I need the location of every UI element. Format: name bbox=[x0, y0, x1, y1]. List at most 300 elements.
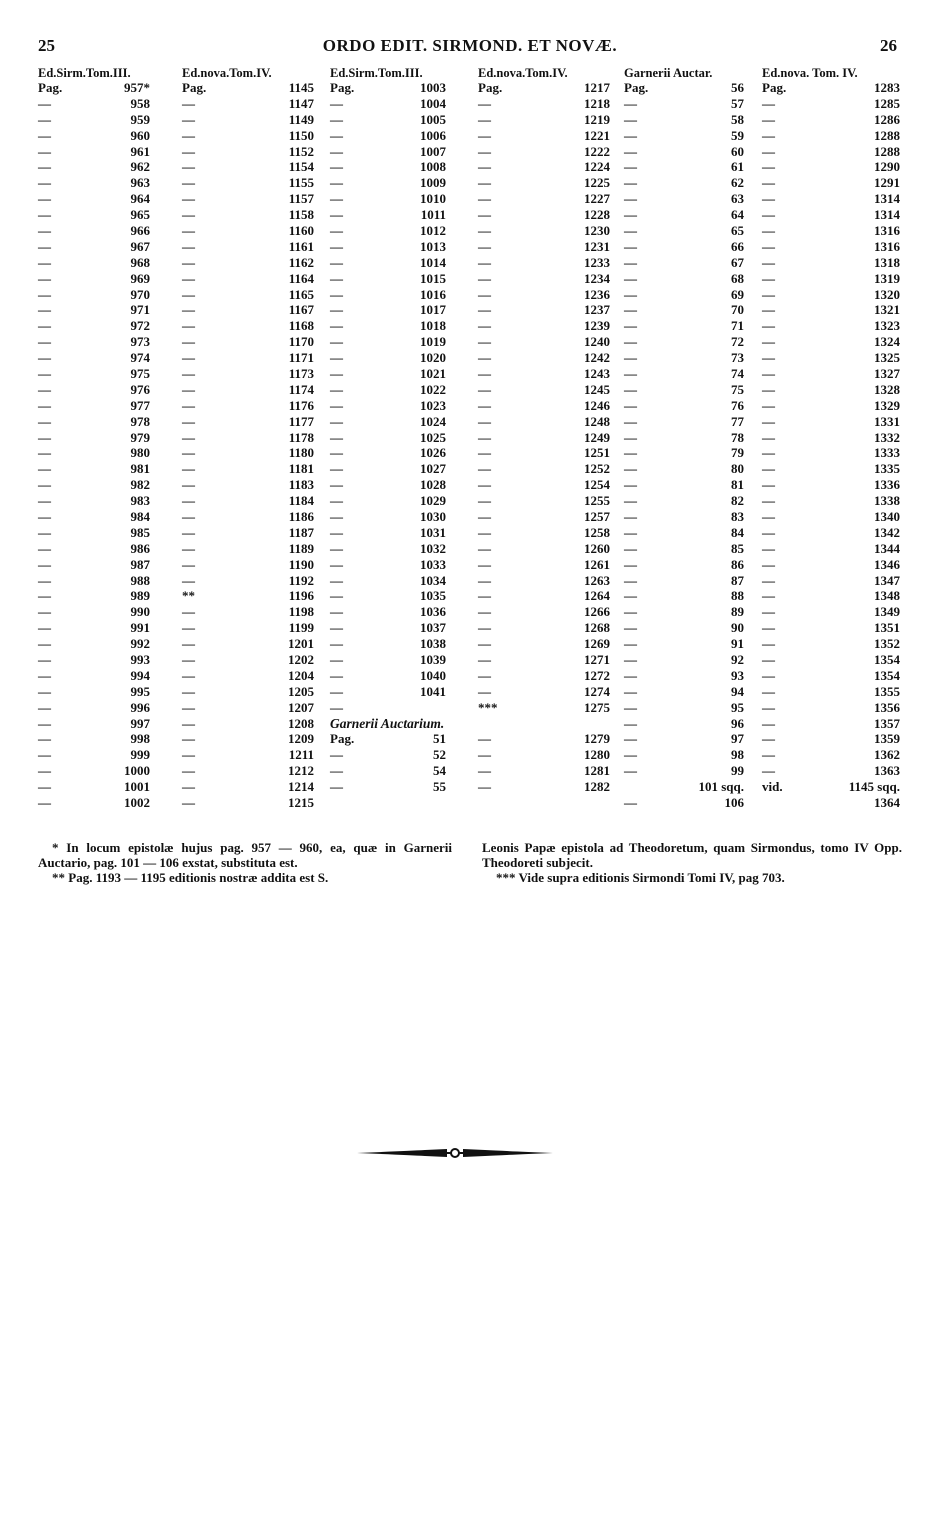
section-title: Garnerii Auctarium. bbox=[330, 715, 445, 731]
table-row bbox=[182, 414, 314, 430]
ditto-mark: — bbox=[182, 699, 195, 715]
table-row bbox=[478, 207, 610, 223]
ditto-mark: — bbox=[478, 779, 491, 795]
page-value: 1215 bbox=[288, 795, 314, 811]
page-value: 1204 bbox=[288, 667, 314, 683]
table-row bbox=[38, 239, 150, 255]
page-value: 1231 bbox=[584, 238, 610, 254]
page-value: 1162 bbox=[288, 254, 314, 270]
page-value: 1323 bbox=[874, 318, 900, 334]
ditto-mark: — bbox=[182, 715, 195, 731]
ditto-mark: — bbox=[182, 636, 195, 652]
page-value: 1329 bbox=[874, 397, 900, 413]
column-nova-tom4-c bbox=[762, 66, 900, 811]
ditto-mark: — bbox=[182, 683, 195, 699]
ditto-mark: — bbox=[38, 493, 51, 509]
page-value: 1190 bbox=[288, 556, 314, 572]
page-value: 962 bbox=[130, 159, 150, 175]
page-value: 975 bbox=[130, 365, 150, 381]
page-value: 1007 bbox=[420, 143, 446, 159]
table-row bbox=[624, 191, 744, 207]
table-row bbox=[762, 128, 900, 144]
ditto-mark: — bbox=[330, 350, 343, 366]
ditto-mark: — bbox=[624, 667, 637, 683]
table-row bbox=[624, 382, 744, 398]
page-value: 1314 bbox=[874, 207, 900, 223]
table-row bbox=[182, 525, 314, 541]
ditto-mark: — bbox=[330, 397, 343, 413]
ditto-mark: Pag. bbox=[762, 79, 787, 95]
table-row bbox=[38, 398, 150, 414]
ditto-mark: ** bbox=[182, 588, 195, 604]
ditto-mark: — bbox=[38, 365, 51, 381]
page-value: 1342 bbox=[874, 524, 900, 540]
ditto-mark: — bbox=[182, 445, 195, 461]
page-value: 1160 bbox=[288, 222, 314, 238]
ditto-mark: — bbox=[182, 779, 195, 795]
page-value: 1208 bbox=[288, 715, 314, 731]
ditto-mark: — bbox=[762, 572, 775, 588]
ditto-mark: — bbox=[762, 159, 775, 175]
ditto-mark: — bbox=[38, 540, 51, 556]
table-row bbox=[330, 684, 446, 700]
ditto-mark: — bbox=[478, 667, 491, 683]
page-value: 978 bbox=[130, 413, 150, 429]
ditto-mark: — bbox=[624, 95, 637, 111]
page-value: 1189 bbox=[288, 540, 314, 556]
page-value: 1347 bbox=[874, 572, 900, 588]
table-row bbox=[38, 112, 150, 128]
table-row bbox=[330, 573, 446, 589]
page-value: 1359 bbox=[874, 731, 900, 747]
page-value: 93 bbox=[731, 667, 744, 683]
table-row bbox=[38, 445, 150, 461]
ditto-mark: — bbox=[330, 445, 343, 461]
page-value: 1336 bbox=[874, 477, 900, 493]
ditto-mark: — bbox=[478, 493, 491, 509]
page-value: 1285 bbox=[874, 95, 900, 111]
table-row bbox=[624, 96, 744, 112]
table-row bbox=[478, 382, 610, 398]
ditto-mark: — bbox=[762, 667, 775, 683]
ditto-mark: — bbox=[624, 604, 637, 620]
page-value: 54 bbox=[433, 763, 446, 779]
page-value: 1354 bbox=[874, 667, 900, 683]
table-row bbox=[38, 589, 150, 605]
ditto-mark: — bbox=[762, 350, 775, 366]
table-row bbox=[182, 398, 314, 414]
page-value: 55 bbox=[433, 779, 446, 795]
ditto-mark: — bbox=[330, 365, 343, 381]
ditto-mark: — bbox=[478, 302, 491, 318]
table-row bbox=[182, 175, 314, 191]
ditto-mark: — bbox=[330, 477, 343, 493]
page-value: 1016 bbox=[420, 286, 446, 302]
table-row bbox=[38, 541, 150, 557]
ditto-mark: — bbox=[182, 334, 195, 350]
footnote: * In locum epistolæ hujus pag. 957 — 960, ea, quæ in Garnerii Auctario, pag. 101 — 106 exstat, substituta est. bbox=[38, 840, 452, 870]
page-value: 1335 bbox=[874, 461, 900, 477]
page-value: 997 bbox=[130, 715, 150, 731]
ditto-mark: — bbox=[624, 509, 637, 524]
table-row bbox=[38, 334, 150, 350]
page-value: 1279 bbox=[584, 731, 610, 747]
ditto-mark: — bbox=[478, 429, 491, 445]
table-row bbox=[330, 334, 446, 350]
table-row bbox=[478, 589, 610, 605]
page-value: 1039 bbox=[420, 652, 446, 668]
table-row bbox=[478, 414, 610, 430]
ditto-mark: — bbox=[762, 334, 775, 350]
table-row bbox=[478, 541, 610, 557]
table-row bbox=[624, 509, 744, 525]
page-value: 97 bbox=[731, 731, 744, 747]
table-row bbox=[182, 779, 314, 795]
table-row bbox=[624, 80, 744, 96]
table-row bbox=[624, 763, 744, 779]
table-row bbox=[624, 334, 744, 350]
ditto-mark: — bbox=[478, 334, 491, 350]
page-value: 83 bbox=[731, 509, 744, 524]
page-value: 1280 bbox=[584, 747, 610, 763]
table-row bbox=[330, 493, 446, 509]
table-row bbox=[624, 573, 744, 589]
page-value: 1252 bbox=[584, 461, 610, 477]
ditto-mark: — bbox=[330, 111, 343, 127]
table-row bbox=[330, 112, 446, 128]
table-row bbox=[330, 652, 446, 668]
page-value: 1221 bbox=[584, 127, 610, 143]
ditto-mark: — bbox=[624, 572, 637, 588]
page-value: 1181 bbox=[288, 461, 314, 477]
table-row bbox=[624, 684, 744, 700]
ditto-mark: — bbox=[762, 509, 775, 524]
ditto-mark: — bbox=[624, 350, 637, 366]
ditto-mark: — bbox=[182, 159, 195, 175]
page-value: 1352 bbox=[874, 636, 900, 652]
page-value: 1288 bbox=[874, 143, 900, 159]
ditto-mark: — bbox=[38, 207, 51, 223]
page-value: 1364 bbox=[874, 795, 900, 811]
table-row bbox=[182, 445, 314, 461]
table-row bbox=[762, 334, 900, 350]
page-value: 1325 bbox=[874, 350, 900, 366]
ditto-mark: — bbox=[38, 699, 51, 715]
table-row bbox=[330, 557, 446, 573]
page-value: 101 sqq. bbox=[698, 779, 744, 795]
ditto-mark: — bbox=[478, 397, 491, 413]
table-row bbox=[478, 763, 610, 779]
page-value: 1356 bbox=[874, 699, 900, 715]
ditto-mark: — bbox=[330, 318, 343, 334]
page-value: 82 bbox=[731, 493, 744, 509]
table-row bbox=[182, 620, 314, 636]
page-value: 70 bbox=[731, 302, 744, 318]
ditto-mark: — bbox=[38, 286, 51, 302]
ditto-mark: — bbox=[38, 795, 51, 811]
footnotes-left bbox=[38, 840, 452, 885]
ditto-mark: — bbox=[624, 540, 637, 556]
ditto-mark: — bbox=[478, 413, 491, 429]
page-value: 1275 bbox=[584, 699, 610, 715]
table-row bbox=[330, 223, 446, 239]
page-value: 989 bbox=[130, 588, 150, 604]
table-row bbox=[182, 287, 314, 303]
table-row bbox=[478, 652, 610, 668]
ditto-mark: — bbox=[624, 175, 637, 191]
table-row bbox=[182, 493, 314, 509]
ditto-mark: — bbox=[182, 652, 195, 668]
page-value: 1240 bbox=[584, 334, 610, 350]
ditto-mark: — bbox=[330, 270, 343, 286]
table-row bbox=[330, 541, 446, 557]
table-row bbox=[330, 620, 446, 636]
table-row bbox=[478, 732, 610, 748]
table-row bbox=[182, 191, 314, 207]
page-value: 985 bbox=[130, 524, 150, 540]
page-value: 1269 bbox=[584, 636, 610, 652]
page-value: 1025 bbox=[420, 429, 446, 445]
table-row bbox=[478, 271, 610, 287]
table-row bbox=[330, 509, 446, 525]
ditto-mark: — bbox=[762, 302, 775, 318]
page-value: 969 bbox=[130, 270, 150, 286]
page-value: 67 bbox=[731, 254, 744, 270]
table-row bbox=[762, 255, 900, 271]
table-row bbox=[330, 287, 446, 303]
page-value: 968 bbox=[130, 254, 150, 270]
page-value: 63 bbox=[731, 191, 744, 207]
table-row bbox=[38, 382, 150, 398]
page-value: 1036 bbox=[420, 604, 446, 620]
page-value: 79 bbox=[731, 445, 744, 461]
table-row bbox=[330, 318, 446, 334]
ditto-mark: — bbox=[182, 381, 195, 397]
table-row bbox=[38, 716, 150, 732]
ditto-mark: — bbox=[762, 540, 775, 556]
page-number-left: 25 bbox=[38, 36, 55, 55]
ditto-mark: — bbox=[624, 493, 637, 509]
ditto-mark: — bbox=[182, 286, 195, 302]
page-value: 1013 bbox=[420, 238, 446, 254]
ditto-mark: — bbox=[38, 461, 51, 477]
table-row bbox=[762, 144, 900, 160]
page-value: 1332 bbox=[874, 429, 900, 445]
page-value: 1147 bbox=[288, 95, 314, 111]
table-row bbox=[330, 144, 446, 160]
column-nova-tom4-a bbox=[182, 66, 314, 811]
ditto-mark: — bbox=[38, 222, 51, 238]
ditto-mark: — bbox=[624, 763, 637, 779]
ditto-mark: — bbox=[762, 429, 775, 445]
table-row bbox=[330, 668, 446, 684]
ditto-mark: — bbox=[182, 763, 195, 779]
table-row bbox=[762, 287, 900, 303]
table-row bbox=[330, 700, 446, 716]
table-row bbox=[762, 573, 900, 589]
page-value: 1037 bbox=[420, 620, 446, 636]
page-value: 1286 bbox=[874, 111, 900, 127]
page-value: 1291 bbox=[874, 175, 900, 191]
table-row bbox=[478, 96, 610, 112]
table-row bbox=[762, 652, 900, 668]
page-value: 1348 bbox=[874, 588, 900, 604]
page-value: 1354 bbox=[874, 652, 900, 668]
page-value: 75 bbox=[731, 381, 744, 397]
table-row bbox=[762, 207, 900, 223]
page-value: 973 bbox=[130, 334, 150, 350]
page-value: 1017 bbox=[420, 302, 446, 318]
ditto-mark: — bbox=[38, 572, 51, 588]
ditto-mark: — bbox=[478, 191, 491, 207]
ditto-mark: — bbox=[38, 397, 51, 413]
page-value: 1257 bbox=[584, 509, 610, 524]
ditto-mark: — bbox=[38, 445, 51, 461]
table-row bbox=[182, 461, 314, 477]
ditto-mark: — bbox=[478, 477, 491, 493]
ditto-mark: — bbox=[478, 365, 491, 381]
page-value: 1023 bbox=[420, 397, 446, 413]
ditto-mark: — bbox=[38, 318, 51, 334]
table-row bbox=[182, 732, 314, 748]
ditto-mark: — bbox=[330, 334, 343, 350]
page-value: 1346 bbox=[874, 556, 900, 572]
table-row bbox=[762, 398, 900, 414]
table-row bbox=[182, 159, 314, 175]
table-row bbox=[624, 318, 744, 334]
ornament-rule-icon bbox=[355, 1145, 555, 1161]
table-row bbox=[182, 589, 314, 605]
page-value: 60 bbox=[731, 143, 744, 159]
page-value: 998 bbox=[130, 731, 150, 747]
table-row bbox=[38, 128, 150, 144]
page-value: 90 bbox=[731, 620, 744, 636]
ditto-mark: — bbox=[38, 429, 51, 445]
page-value: 81 bbox=[731, 477, 744, 493]
table-row bbox=[38, 223, 150, 239]
ditto-mark: — bbox=[762, 604, 775, 620]
table-row bbox=[478, 636, 610, 652]
ditto-mark: — bbox=[330, 143, 343, 159]
page-value: 1145 sqq. bbox=[848, 779, 900, 795]
table-row bbox=[38, 604, 150, 620]
ditto-mark: — bbox=[762, 207, 775, 223]
page-value: 89 bbox=[731, 604, 744, 620]
table-row bbox=[478, 128, 610, 144]
ditto-mark: — bbox=[624, 636, 637, 652]
page-value: 977 bbox=[130, 397, 150, 413]
table-row bbox=[624, 144, 744, 160]
table-row bbox=[478, 350, 610, 366]
page-value: 66 bbox=[731, 238, 744, 254]
ditto-mark: — bbox=[762, 143, 775, 159]
table-row bbox=[624, 302, 744, 318]
table-row bbox=[330, 779, 446, 795]
table-row bbox=[762, 716, 900, 732]
table-row bbox=[330, 445, 446, 461]
ditto-mark: — bbox=[330, 763, 343, 779]
table-row bbox=[182, 112, 314, 128]
table-row bbox=[478, 525, 610, 541]
ditto-mark: — bbox=[38, 413, 51, 429]
ditto-mark: — bbox=[330, 95, 343, 111]
ditto-mark: — bbox=[182, 604, 195, 620]
ditto-mark: — bbox=[624, 731, 637, 747]
table-row bbox=[478, 239, 610, 255]
table-row bbox=[624, 795, 744, 811]
page-value: 1263 bbox=[584, 572, 610, 588]
page-value: 86 bbox=[731, 556, 744, 572]
page-value: 961 bbox=[130, 143, 150, 159]
ditto-mark: — bbox=[182, 667, 195, 683]
table-row bbox=[478, 700, 610, 716]
ditto-mark: — bbox=[330, 175, 343, 191]
table-row bbox=[478, 445, 610, 461]
table-row bbox=[762, 557, 900, 573]
ditto-mark: Pag. bbox=[478, 79, 503, 95]
page-value: 1020 bbox=[420, 350, 446, 366]
ditto-mark: — bbox=[330, 159, 343, 175]
table-row bbox=[762, 493, 900, 509]
table-row bbox=[762, 525, 900, 541]
table-row bbox=[330, 732, 446, 748]
page-value: 72 bbox=[731, 334, 744, 350]
page-value: 61 bbox=[731, 159, 744, 175]
table-row bbox=[762, 668, 900, 684]
table-row bbox=[478, 223, 610, 239]
table-row bbox=[624, 589, 744, 605]
page-value: 1246 bbox=[584, 397, 610, 413]
ditto-mark: — bbox=[478, 652, 491, 668]
page-value: 1214 bbox=[288, 779, 314, 795]
table-row bbox=[38, 80, 150, 96]
page-value: 1314 bbox=[874, 191, 900, 207]
ditto-mark: Pag. bbox=[330, 79, 355, 95]
page-value: 62 bbox=[731, 175, 744, 191]
ditto-mark: — bbox=[624, 652, 637, 668]
table-row bbox=[330, 398, 446, 414]
table-row bbox=[38, 620, 150, 636]
table-row bbox=[182, 684, 314, 700]
table-row bbox=[38, 350, 150, 366]
ditto-mark: — bbox=[330, 556, 343, 572]
table-row bbox=[624, 732, 744, 748]
page-value: 981 bbox=[130, 461, 150, 477]
page-value: 972 bbox=[130, 318, 150, 334]
ditto-mark: *** bbox=[478, 699, 498, 715]
table-row bbox=[624, 350, 744, 366]
page-value: 963 bbox=[130, 175, 150, 191]
table-row bbox=[38, 509, 150, 525]
page-value: 1319 bbox=[874, 270, 900, 286]
ditto-mark: — bbox=[478, 207, 491, 223]
ditto-mark: — bbox=[330, 191, 343, 207]
table-row bbox=[762, 318, 900, 334]
table-row bbox=[624, 223, 744, 239]
page-value: 965 bbox=[130, 207, 150, 223]
table-row bbox=[624, 414, 744, 430]
column-header bbox=[182, 66, 314, 80]
ditto-mark: — bbox=[624, 318, 637, 334]
table-row bbox=[182, 509, 314, 525]
page-value: 64 bbox=[731, 207, 744, 223]
footnote: *** Vide supra editionis Sirmondi Tomi IV, pag 703. bbox=[496, 870, 785, 885]
page-value: 1005 bbox=[420, 111, 446, 127]
ditto-mark: — bbox=[38, 175, 51, 191]
ditto-mark: — bbox=[478, 143, 491, 159]
ditto-mark: — bbox=[330, 588, 343, 604]
table-row bbox=[624, 716, 744, 732]
